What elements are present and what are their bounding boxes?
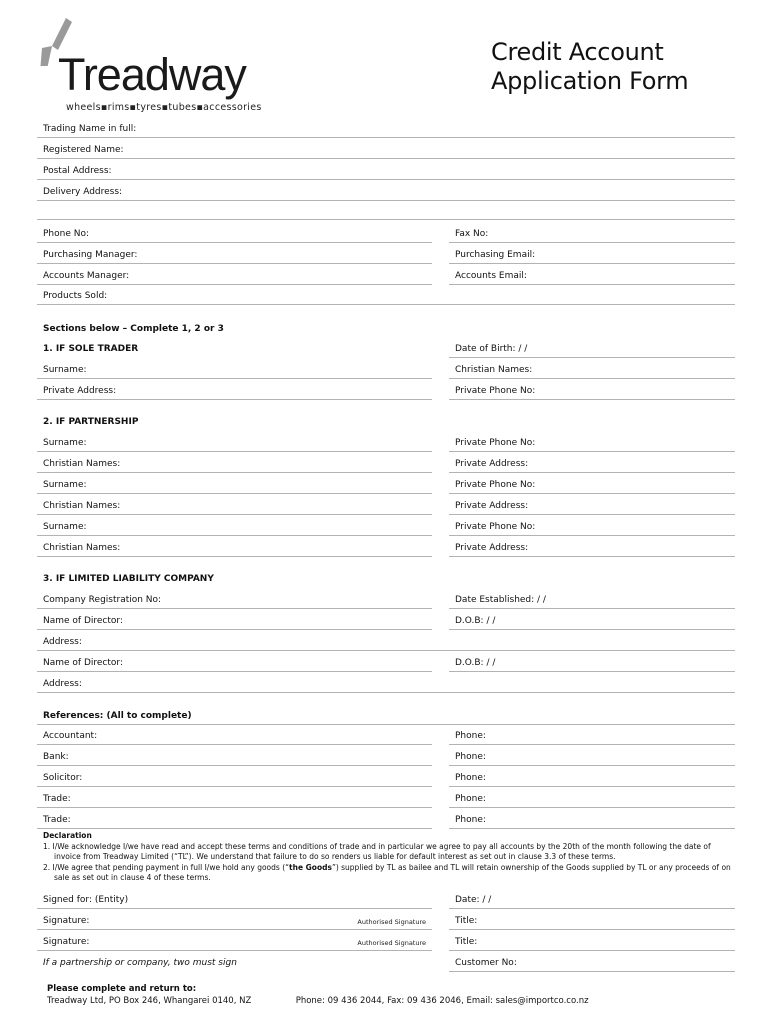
brand-name: Treadway — [58, 49, 246, 100]
trading-name-field[interactable]: Trading Name in full: — [37, 122, 735, 138]
partner-right-field[interactable]: Private Phone No: — [449, 478, 735, 494]
declaration — [43, 831, 733, 884]
sole-private-address-field[interactable]: Private Address: — [37, 384, 432, 400]
registered-name-field[interactable]: Registered Name: — [37, 143, 735, 159]
customer-no-field[interactable]: Customer No: — [449, 956, 735, 972]
partner-right-field[interactable]: Private Address: — [449, 541, 735, 557]
authorised-signature-note: Authorised Signature — [357, 918, 426, 926]
partner-left-field[interactable]: Surname: — [37, 478, 432, 494]
reference-phone-field[interactable]: Phone: — [449, 771, 735, 787]
reference-name-field[interactable]: Trade: — [37, 813, 432, 829]
sections-intro: Sections below – Complete 1, 2 or 3 — [43, 324, 224, 334]
partner-right-field[interactable]: Private Phone No: — [449, 520, 735, 536]
purchasing-email-field[interactable]: Purchasing Email: — [449, 248, 735, 264]
partner-left-field[interactable]: Christian Names: — [37, 457, 432, 473]
sole-private-phone-field[interactable]: Private Phone No: — [449, 384, 735, 400]
director-dob-field[interactable]: D.O.B: / / — [449, 614, 735, 630]
director-address-field[interactable]: Address: — [37, 677, 735, 693]
return-address: Treadway Ltd, PO Box 246, Whangarei 0140, NZ — [47, 996, 252, 1006]
signed-for-field[interactable]: Signed for: (Entity) — [37, 893, 432, 909]
brand-tagline: wheels▪rims▪tyres▪tubes▪accessories — [66, 102, 262, 113]
company-reg-field[interactable]: Company Registration No: — [37, 593, 432, 609]
delivery-address-field[interactable]: Delivery Address: — [37, 185, 735, 201]
form-title: Credit Account Application Form — [491, 38, 689, 95]
purchasing-manager-field[interactable]: Purchasing Manager: — [37, 248, 432, 264]
partner-left-field[interactable]: Surname: — [37, 436, 432, 452]
company-heading: 3. IF LIMITED LIABILITY COMPANY — [43, 574, 214, 584]
sole-christian-names-field[interactable]: Christian Names: — [449, 363, 735, 379]
reference-phone-field[interactable]: Phone: — [449, 750, 735, 766]
declaration-title: Declaration — [43, 831, 92, 840]
accounts-email-field[interactable]: Accounts Email: — [449, 269, 735, 285]
reference-name-field[interactable]: Solicitor: — [37, 771, 432, 787]
director-address-field[interactable]: Address: — [37, 635, 735, 651]
partnership-heading: 2. IF PARTNERSHIP — [43, 417, 139, 427]
reference-name-field[interactable]: Trade: — [37, 792, 432, 808]
sign-date-field[interactable]: Date: / / — [449, 893, 735, 909]
title-field[interactable]: Title: — [449, 935, 735, 951]
partner-left-field[interactable]: Surname: — [37, 520, 432, 536]
reference-name-field[interactable]: Accountant: — [37, 729, 432, 745]
products-sold-field[interactable]: Products Sold: — [37, 289, 735, 305]
authorised-signature-note: Authorised Signature — [357, 939, 426, 947]
partner-right-field[interactable]: Private Address: — [449, 499, 735, 515]
accounts-manager-field[interactable]: Accounts Manager: — [37, 269, 432, 285]
reference-phone-field[interactable]: Phone: — [449, 792, 735, 808]
partner-right-field[interactable]: Private Address: — [449, 457, 735, 473]
two-must-sign-note: If a partnership or company, two must sign — [43, 958, 237, 968]
delivery-address-line2[interactable] — [37, 204, 735, 220]
partner-right-field[interactable]: Private Phone No: — [449, 436, 735, 452]
sole-surname-field[interactable]: Surname: — [37, 363, 432, 379]
date-established-field[interactable]: Date Established: / / — [449, 593, 735, 609]
return-instructions: Please complete and return to: — [47, 984, 197, 994]
treadway-logo — [36, 16, 276, 116]
signature-field[interactable]: Signature: Authorised Signature — [37, 914, 432, 930]
reference-phone-field[interactable]: Phone: — [449, 813, 735, 829]
dob-field[interactable]: Date of Birth: / / — [449, 342, 735, 358]
director-name-field[interactable]: Name of Director: — [37, 614, 432, 630]
postal-address-field[interactable]: Postal Address: — [37, 164, 735, 180]
footer — [47, 983, 589, 1007]
phone-field[interactable]: Phone No: — [37, 227, 432, 243]
references-heading: References: (All to complete) — [37, 709, 735, 725]
declaration-item-2: 2. I/We agree that pending payment in full I/we hold any goods (“the Goods”) supplied by TL as bailee and TL will retain ownership of the Goods supplied by TL or any proceeds of on sale as set out in clause 4 of these terms. — [43, 862, 731, 882]
director-name-field[interactable]: Name of Director: — [37, 656, 432, 672]
sole-trader-heading: 1. IF SOLE TRADER — [43, 344, 139, 354]
partner-left-field[interactable]: Christian Names: — [37, 499, 432, 515]
fax-field[interactable]: Fax No: — [449, 227, 735, 243]
director-dob-field[interactable]: D.O.B: / / — [449, 656, 735, 672]
declaration-item-1: 1. I/We acknowledge I/we have read and accept these terms and conditions of trade and in particular we agree to pay all accounts by the 20th of the month following the date of invoice from Treadway Limited (“TL”). We understand that failure to do so renders us liable for default interest as set out in clause 3.3 of these terms. — [43, 841, 711, 861]
title-field[interactable]: Title: — [449, 914, 735, 930]
contact-details: Phone: 09 436 2044, Fax: 09 436 2046, Email: sales@importco.co.nz — [295, 996, 589, 1006]
signature-field[interactable]: Signature: Authorised Signature — [37, 935, 432, 951]
partner-left-field[interactable]: Christian Names: — [37, 541, 432, 557]
reference-name-field[interactable]: Bank: — [37, 750, 432, 766]
reference-phone-field[interactable]: Phone: — [449, 729, 735, 745]
